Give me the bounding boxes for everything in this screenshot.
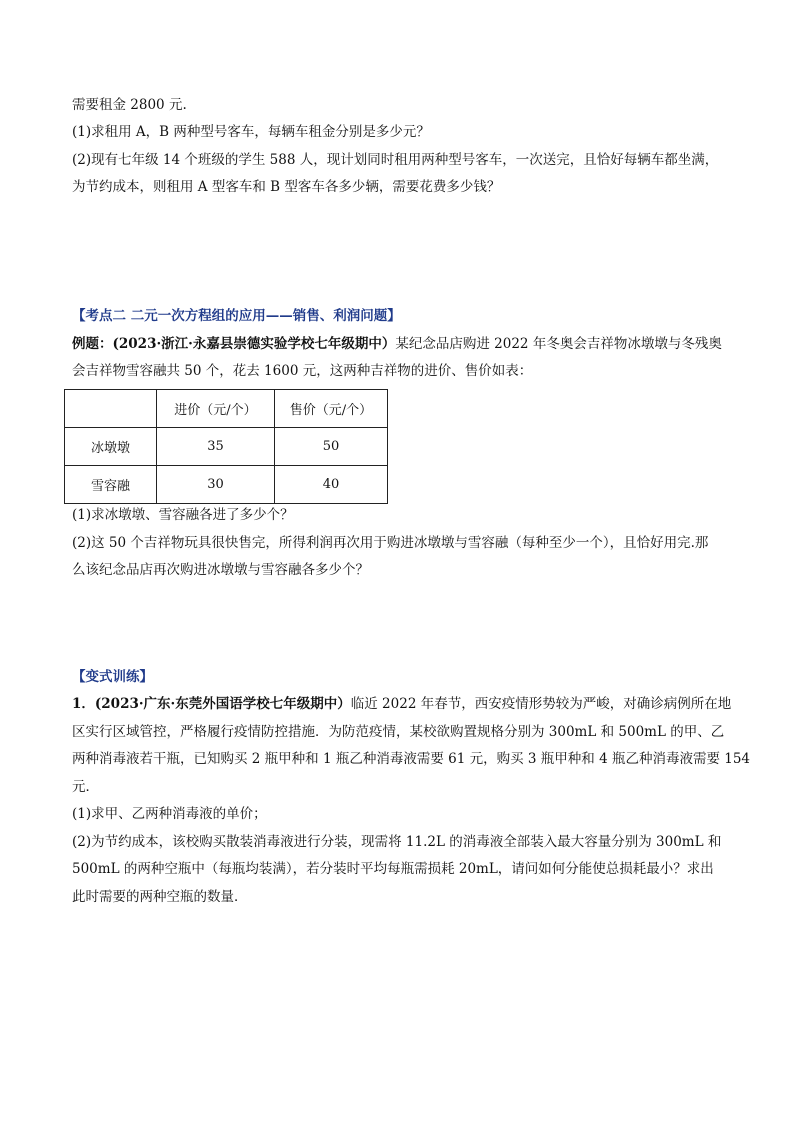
intro-line-1: 需要租金 2800 元.	[72, 97, 187, 113]
intro-question-1: (1)求租用 A，B 两种型号客车，每辆车租金分别是多少元？	[72, 124, 430, 140]
example-line-2: 会吉祥物雪容融共 50 个，花去 1600 元，这两种吉祥物的进价、售价如表：	[72, 363, 533, 379]
table-cell: 30	[157, 466, 275, 504]
table-header-row	[65, 390, 388, 428]
problem-1-line-2: 区实行区域管控，严格履行疫情防控措施．为防范疫情，某校欲购置规格分别为 300mL 和 500mL 的甲、乙	[72, 724, 725, 740]
table-header-cell	[65, 390, 157, 428]
problem-1-question-2-line-3: 此时需要的两种空瓶的数量．	[72, 889, 248, 905]
table-cell: 50	[275, 428, 388, 466]
problem-1-line-4: 元．	[72, 779, 99, 795]
intro-question-2-line-1: (2)现有七年级 14 个班级的学生 588 人，现计划同时租用两种型号客车，一次送完，且恰好每辆车都坐满，	[72, 152, 719, 168]
example-label: 例题：	[72, 336, 113, 352]
table-cell: 40	[275, 466, 388, 504]
problem-1-question-1: (1)求甲、乙两种消毒液的单价；	[72, 806, 267, 822]
example-question-2-line-1: (2)这 50 个吉祥物玩具很快售完，所得利润再次用于购进冰墩墩与雪容融（每种至少一个），且恰好用完.那	[72, 535, 709, 551]
example-line-1-text: 某纪念品店购进 2022 年冬奥会吉祥物冰墩墩与冬残奥	[395, 336, 722, 352]
table-row	[65, 428, 388, 466]
problem-1-source: 1．(2023·广东·东莞外国语学校七年级期中）	[72, 696, 351, 712]
table-header-cell: 售价（元/个）	[275, 390, 388, 428]
table-row	[65, 466, 388, 504]
table-cell: 冰墩墩	[65, 428, 157, 466]
example-question-1: (1)求冰墩墩、雪容融各进了多少个？	[72, 507, 294, 523]
table-header-cell: 进价（元/个）	[157, 390, 275, 428]
example-line-1	[72, 335, 722, 353]
intro-question-2-line-2: 为节约成本，则租用 A 型客车和 B 型客车各多少辆，需要花费多少钱？	[72, 179, 501, 195]
problem-1-question-2-line-2: 500mL 的两种空瓶中（每瓶均装满），若分装时平均每瓶需损耗 20mL，请问如何分能使总损耗最小？求出	[72, 861, 714, 877]
problem-1-question-2-line-1: (2)为节约成本，该校购买散装消毒液进行分装，现需将 11.2L 的消毒液全部装入最大容量分别为 300mL 和	[72, 834, 722, 850]
example-question-2-line-2: 么该纪念品店再次购进冰墩墩与雪容融各多少个？	[72, 562, 369, 578]
problem-1-line-1-text: 临近 2022 年春节，西安疫情形势较为严峻，对确诊病例所在地	[350, 696, 732, 712]
problem-1-line-1	[72, 695, 731, 713]
section-heading-variant-training: 【变式训练】	[72, 669, 153, 685]
example-source: (2023·浙江·永嘉县崇德实验学校七年级期中）	[112, 336, 396, 352]
problem-1-line-3: 两种消毒液若干瓶，已知购买 2 瓶甲种和 1 瓶乙种消毒液需要 61 元，购买 3 瓶甲种和 4 瓶乙种消毒液需要 154	[72, 751, 751, 767]
table-cell: 35	[157, 428, 275, 466]
table-cell: 雪容融	[65, 466, 157, 504]
section-heading-sales-profit: 【考点二 二元一次方程组的应用——销售、利润问题】	[72, 308, 401, 324]
price-table	[64, 389, 388, 504]
